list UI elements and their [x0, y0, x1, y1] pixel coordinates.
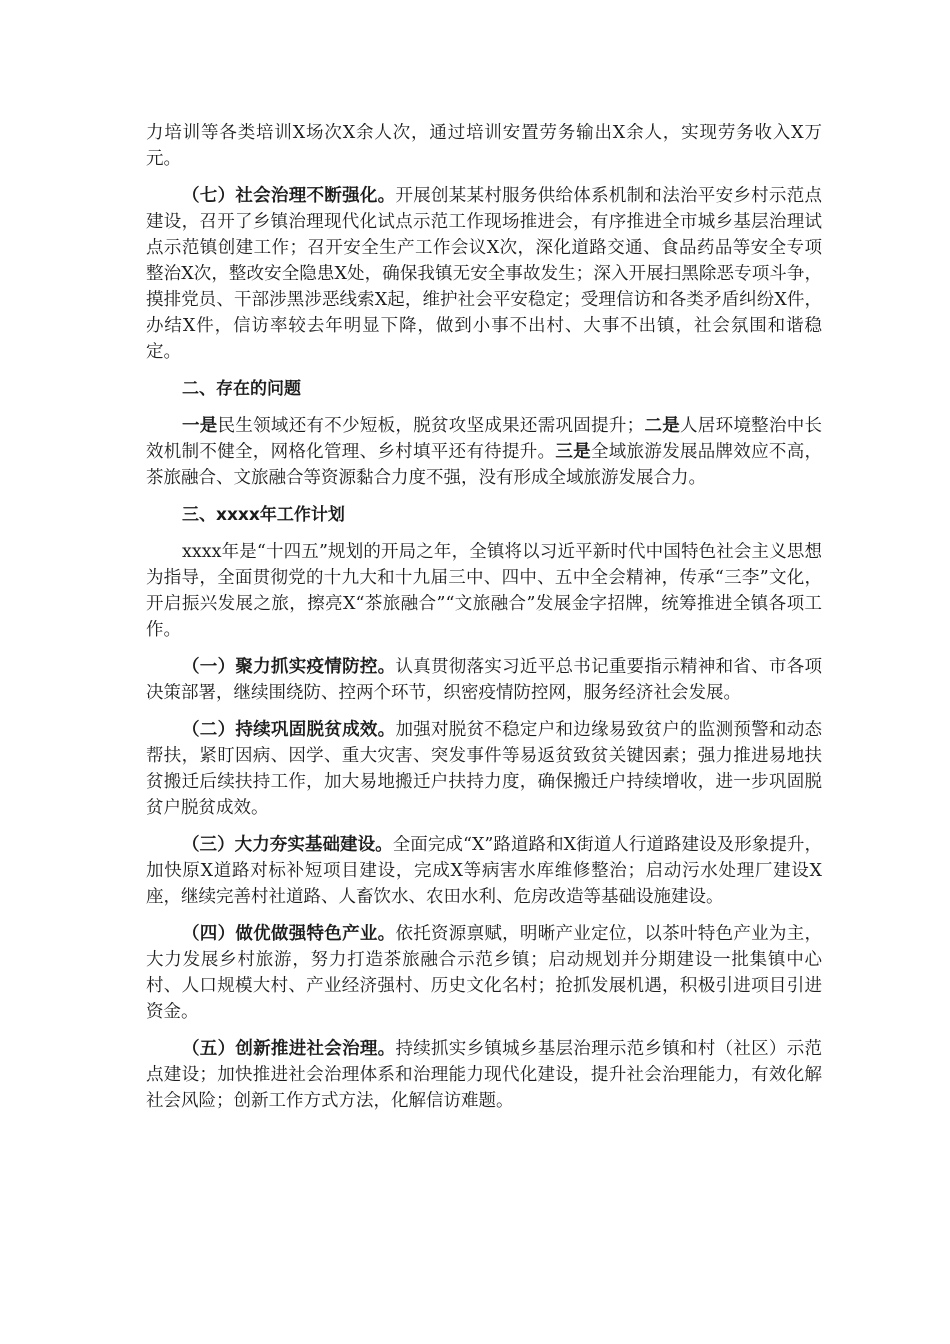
- paragraph-training-continued: [146, 120, 822, 172]
- paragraph-text: 加强对脱贫不稳定户和边缘易致贫户的监测预警和动态帮扶，紧盯因病、因学、重大灾害、突发事件等易返贫致贫关键因素；强力推进易地扶贫搬迁后续扶持工作，加大易地搬迁户扶持力度，确保搬迁户持续增收，进一步巩固脱贫户脱贫成效。: [146, 720, 823, 818]
- paragraph-text: 力培训等各类培训X场次X余人次，通过培训安置劳务输出X余人，实现劳务收入X万元。: [146, 123, 822, 169]
- paragraph-infrastructure: [146, 832, 822, 910]
- document-page: [146, 120, 822, 1125]
- paragraph-epidemic-control: [146, 654, 822, 706]
- paragraph-text: 民生领域还有不少短板，脱贫攻坚成果还需巩固提升；: [217, 416, 645, 436]
- paragraph-lead: 二是: [644, 416, 681, 436]
- paragraph-text: 全域旅游发展品牌效应不高，茶旅融合、文旅融合等资源黏合力度不强，没有形成全域旅游发展合力。: [146, 442, 823, 488]
- paragraph-lead: （七）社会治理不断强化。: [182, 186, 396, 206]
- paragraph-text: 依托资源禀赋，明晰产业定位，以茶叶特色产业为主，大力发展乡村旅游，努力打造茶旅融合示范乡镇；启动规划并分期建设一批集镇中心村、人口规模大村、产业经济强村、历史文化名村；抢抓发展机遇，积极引进项目引进资金。: [146, 924, 823, 1022]
- paragraph-lead: （四）做优做强特色产业。: [182, 924, 396, 944]
- paragraph-lead: （二）持续巩固脱贫成效。: [182, 720, 396, 740]
- paragraph-social-governance: [146, 183, 822, 365]
- paragraph-text: 开展创某某村服务供给体系机制和法治平安乡村示范点建设，召开了乡镇治理现代化试点示范工作现场推进会，有序推进全市城乡基层治理试点示范镇创建工作；召开安全生产工作会议X次，深化道路交通、食品药品等安全专项整治X次，整改安全隐患X处，确保我镇无安全事故发生；深入开展扫黑除恶专项斗争，摸排党员、干部涉黑涉恶线索X起，维护社会平安稳定；受理信访和各类矛盾纠纷X件，办结X件，信访率较去年明显下降，做到小事不出村、大事不出镇，社会氛围和谐稳定。: [146, 186, 823, 362]
- paragraph-governance-innovation: [146, 1036, 822, 1114]
- paragraph-plan-intro: [146, 539, 822, 643]
- section-heading-problems: 二、存在的问题: [182, 379, 301, 399]
- paragraph-text: 人居环境整治中长效机制不健全，网格化管理、乡村填平还有待提升。: [146, 416, 823, 462]
- paragraph-text: 全面完成“X”路道路和X街道人行道路建设及形象提升，加快原X道路对标补短项目建设，完成X等病害水库维修整治；启动污水处理厂建设X座，继续完善村社道路、人畜饮水、农田水利、危房改造等基础设施建设。: [146, 835, 822, 907]
- paragraph-text: 持续抓实乡镇城乡基层治理示范乡镇和村（社区）示范点建设；加快推进社会治理体系和治理能力现代化建设，提升社会治理能力，有效化解社会风险；创新工作方式方法，化解信访难题。: [146, 1039, 823, 1111]
- paragraph-industry: [146, 921, 822, 1025]
- paragraph-lead: 一是: [182, 416, 218, 436]
- paragraph-lead: （三）大力夯实基础建设。: [182, 835, 393, 855]
- paragraph-lead: 三是: [555, 442, 591, 462]
- section-heading-work-plan: 三、xxxx年工作计划: [182, 505, 345, 525]
- paragraph-lead: （一）聚力抓实疫情防控。: [182, 657, 396, 677]
- paragraph-poverty-alleviation: [146, 717, 822, 821]
- paragraph-text: xxxx年是“十四五”规划的开局之年，全镇将以习近平新时代中国特色社会主义思想为指导，全面贯彻党的十九大和十九届三中、四中、五中全会精神，传承“三李”文化，开启振兴发展之旅，擦亮X“茶旅融合”“文旅融合”发展金字招牌，统筹推进全镇各项工作。: [146, 542, 822, 640]
- paragraph-text: 认真贯彻落实习近平总书记重要指示精神和省、市各项决策部署，继续围绕防、控两个环节，织密疫情防控网，服务经济社会发展。: [146, 657, 823, 703]
- paragraph-problems: [146, 413, 822, 491]
- paragraph-lead: （五）创新推进社会治理。: [182, 1039, 396, 1059]
